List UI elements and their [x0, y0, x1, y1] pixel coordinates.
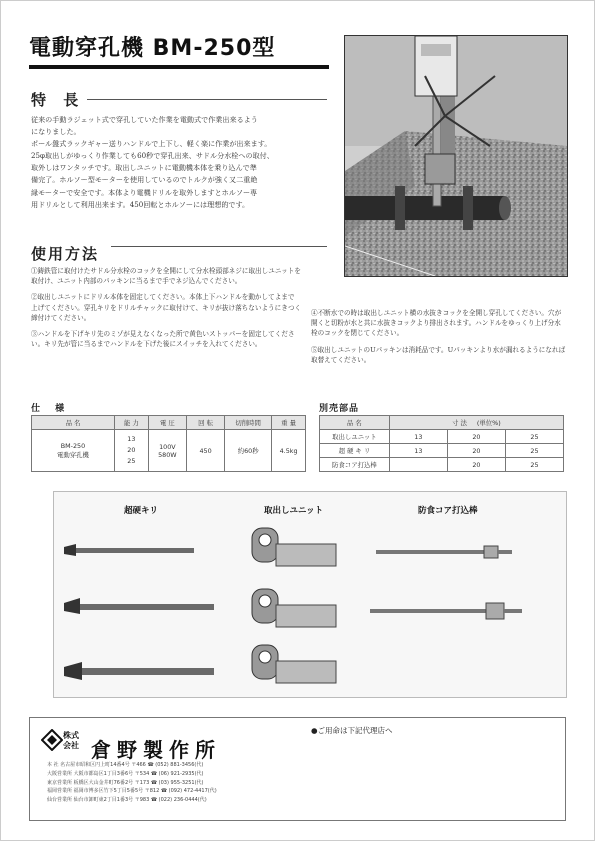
usage-step: ①鋳鉄管に取付けたサドル分水栓のコックを全開にして分水栓頭部ネジに取出しユニットを取付け、ユニット内部のパッキンに当るまで手でネジ込んでください。	[31, 267, 301, 286]
agent-note: ●ご用命は下記代理店へ	[311, 726, 393, 735]
spec-header: 回 転	[186, 416, 224, 430]
features-heading: 特 長	[31, 91, 85, 109]
office-line: 本 社 名古屋市昭和区円上町14番4号 〒466 ☎ (052) 881-3456(代)	[47, 762, 204, 768]
company-type-line: 株式	[63, 731, 79, 740]
parts-name: 防食コア打込棒	[320, 458, 390, 472]
parts-header-dims-cell	[389, 416, 563, 430]
parts-photo-label: 超硬キリ	[124, 506, 159, 516]
usage-step: ②取出しユニットにドリル本体を固定してください。本体上下ハンドルを動かしてよまで上げてください。穿孔キリをドリルチャックに取付けて、キリが抜け落ちないようにきつく締付けてください。	[31, 293, 302, 322]
usage-step: ④不断水での時は取出しユニット横の水抜きコックを全開し穿孔してください。穴が開くと切粉が水と共に水抜きコックより排出されます。ハンドルをゆっくり上げ分水栓のコックを閉じてください。	[311, 309, 562, 338]
usage-step: ③ハンドルを下げキリ先のミゾが見えなくなった所で黄色いストッパーを固定してください。キリ先が管に当るまでハンドルを下げた後にスイッチを入れてください。	[31, 330, 295, 349]
spec-capacity: 13	[127, 435, 136, 443]
office-line: 東京営業所 板橋区大山金井町76番2号 〒173 ☎ (03) 955-3251(代)	[47, 779, 204, 786]
parts-dim: 25	[505, 458, 563, 472]
usage-step: ⑤取出しユニットのUパッキンは消耗品です。Uパッキンより水が漏れるようになれば取替えてください。	[311, 345, 566, 364]
spec-heading: 仕 様	[31, 404, 71, 414]
features-text	[31, 114, 331, 211]
title-rule	[29, 65, 329, 69]
spec-model: BM-250	[60, 442, 86, 450]
spec-header: 品 名	[32, 416, 115, 430]
features-line: 従来の手動ラジェット式で穿孔していた作業を電動式で作業出来るよう	[31, 115, 258, 124]
parts-name: 取出しユニット	[320, 430, 390, 444]
parts-dim: 20	[447, 458, 505, 472]
parts-dim: 20	[447, 430, 505, 444]
features-line: 取外しはワンタッチです。取出しユニットに電動機本体を乗り込んで準	[31, 163, 257, 173]
parts-photo-label: 防食コア打込棒	[418, 506, 478, 516]
features-rule	[87, 99, 327, 100]
features-line: になりました。	[31, 127, 81, 137]
parts-header-name: 品 名	[320, 416, 390, 430]
company-logo-icon	[41, 729, 63, 751]
features-line: 備完了。ホルソー型モーターを使用しているのでトルクが強く又二重絶	[31, 175, 258, 185]
spec-header: 切削時間	[225, 416, 272, 430]
table-row	[320, 444, 564, 458]
company-type-line: 会社	[63, 741, 79, 750]
parts-photo-label: 取出しユニット	[264, 506, 324, 516]
parts-header-dims: 寸 法	[452, 419, 467, 427]
spec-table	[31, 415, 306, 472]
parts-dim	[389, 458, 447, 472]
spec-header: 能 力	[114, 416, 148, 430]
office-list	[47, 761, 305, 805]
spec-voltage: 100V	[159, 442, 176, 451]
spec-capacity: 20	[127, 446, 136, 454]
parts-heading: 別売部品	[319, 404, 360, 414]
usage-rule	[111, 246, 327, 247]
office-line: 仙台営業所 仙台市卸町東2丁目1番3号 〒983 ☎ (022) 236-0444(代)	[47, 797, 207, 804]
parts-dim: 25	[505, 444, 563, 458]
usage-steps-right	[311, 308, 567, 371]
features-line: ポール盤式ラックギャー送りハンドルで上下し、軽く楽に作業が出来ます。	[31, 139, 272, 149]
company-type	[63, 731, 79, 751]
parts-dim: 20	[447, 444, 505, 458]
table-row	[320, 458, 564, 472]
office-line: 大阪営業所 大阪市都島区1丁目3番6号 〒534 ☎ (06) 921-2935(代)	[47, 770, 204, 777]
spec-header: 重 量	[272, 416, 306, 430]
company-name: 倉野製作所	[91, 738, 221, 762]
parts-dim: 13	[389, 430, 447, 444]
spec-capacity: 25	[127, 457, 136, 465]
parts-dim: 25	[505, 430, 563, 444]
spec-voltage-cell	[148, 430, 186, 472]
features-line: 用ドリルとして利用出来ます。450回転とホルソーには理想的です。	[31, 199, 250, 209]
machine-photo	[344, 35, 568, 277]
spec-power: 580W	[158, 450, 177, 459]
spec-product-name: 電動穿孔機	[57, 451, 89, 459]
office-line: 福岡営業所 福岡市博多区竹下5丁目5番5号 〒812 ☎ (092) 472-4417(代)	[47, 788, 217, 795]
usage-steps-left	[31, 266, 301, 355]
parts-name: 超 硬 キ リ	[320, 444, 390, 458]
spec-time: 約60秒	[225, 430, 272, 472]
usage-heading: 使用方法	[31, 245, 100, 263]
parts-header-unit: (単位%)	[476, 419, 501, 427]
table-row	[320, 430, 564, 444]
parts-dim: 13	[389, 444, 447, 458]
spec-weight: 4.5kg	[272, 430, 306, 472]
parts-photo	[53, 491, 567, 698]
features-line: 縁モーターで安全です。本体より電機ドリルを取外しますとホルソー専	[31, 187, 258, 197]
spec-capacity-cell	[114, 430, 148, 472]
parts-table	[319, 415, 564, 472]
spec-rpm: 450	[186, 430, 224, 472]
spec-header: 電 圧	[148, 416, 186, 430]
page-title: 電動穿孔機 BM-250型	[29, 36, 276, 61]
spec-product-cell	[32, 430, 115, 472]
features-line: 25φ取出しがゆっくり作業しても60秒で穿孔出来、サドル分水栓への取付、	[31, 151, 274, 161]
